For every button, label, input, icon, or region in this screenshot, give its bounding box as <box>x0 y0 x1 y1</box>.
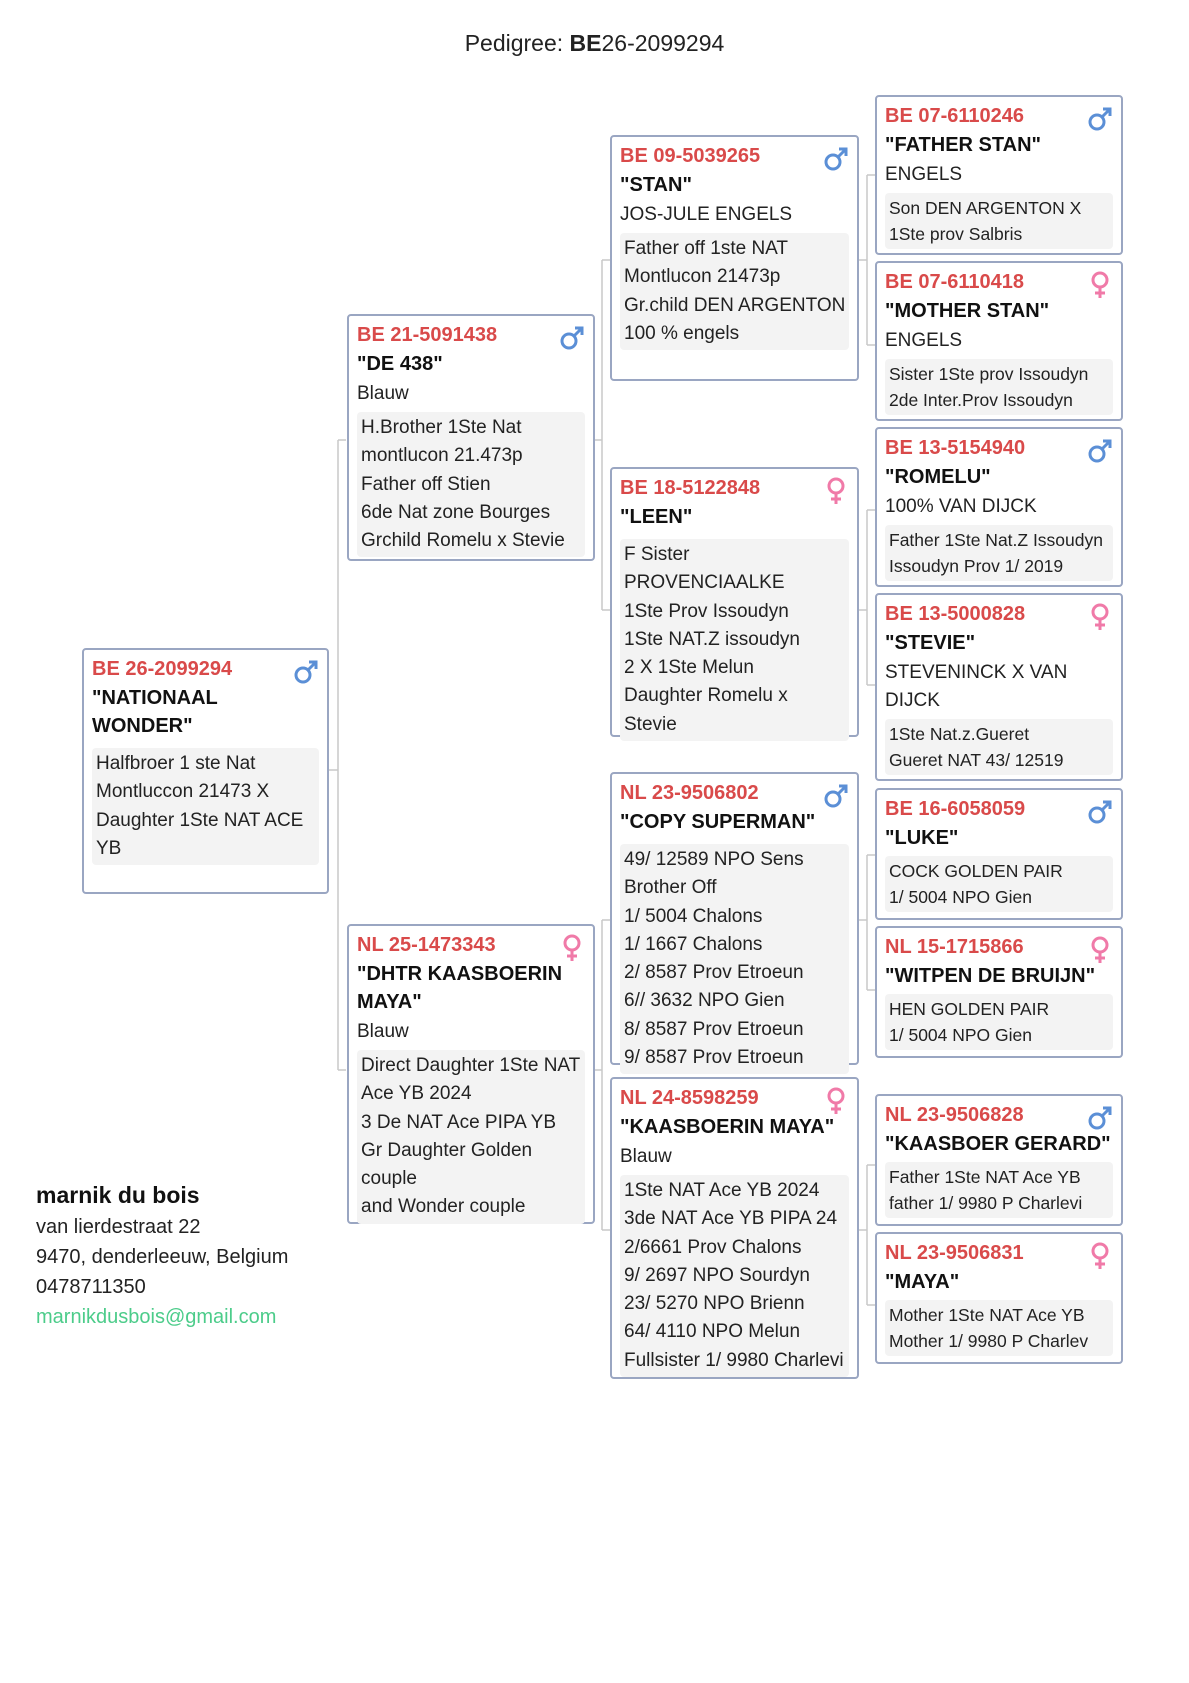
sire-card[interactable] <box>347 314 595 561</box>
note-line: COCK GOLDEN PAIR <box>889 861 1063 881</box>
male-icon <box>1087 798 1113 826</box>
ring-number: BE 09-5039265 <box>620 145 761 167</box>
note-line: Halfbroer 1 ste Nat <box>96 753 256 774</box>
note-line: Father off 1ste NAT <box>624 238 789 259</box>
pigeon-color-cont: DIJCK <box>885 690 940 711</box>
note-line: 1Ste NAT Ace YB 2024 <box>624 1180 820 1201</box>
note-line: 2de Inter.Prov Issoudyn <box>889 390 1073 410</box>
male-icon <box>1087 1104 1113 1132</box>
pigeon-notes <box>885 525 1113 581</box>
owner-name: marnik du bois <box>36 1182 200 1208</box>
pigeon-color: Blauw <box>620 1146 672 1167</box>
owner-email-link[interactable]: marnikdusbois@gmail.com <box>36 1306 277 1328</box>
sire-dam-card[interactable] <box>610 467 859 737</box>
ring-number: NL 23-9506828 <box>885 1104 1024 1126</box>
note-line: montlucon 21.473p <box>361 445 523 467</box>
note-line: Brother Off <box>624 877 717 899</box>
ggp-card-1[interactable] <box>875 95 1123 255</box>
pigeon-name: "STAN" <box>620 174 692 196</box>
ring-number: NL 23-9506802 <box>620 782 759 804</box>
note-line: Fullsister 1/ 9980 Charlevi <box>624 1349 844 1371</box>
note-line: Direct Daughter 1Ste NAT <box>361 1055 581 1076</box>
note-line: Sister 1Ste prov Issoudyn <box>889 364 1089 384</box>
male-icon <box>293 658 319 686</box>
note-line: Father off Stien <box>361 473 491 495</box>
ring-number: NL 15-1715866 <box>885 936 1024 958</box>
pigeon-name: "MOTHER STAN" <box>885 300 1050 322</box>
note-line: Gr Daughter Golden <box>361 1139 533 1161</box>
note-line: Stevie <box>624 713 677 735</box>
note-line: 8/ 8587 Prov Etroeun <box>624 1018 804 1040</box>
note-line: Daughter Romelu x <box>624 685 788 707</box>
pigeon-notes <box>885 359 1113 415</box>
pigeon-name: "COPY SUPERMAN" <box>620 811 816 833</box>
pigeon-notes <box>885 719 1113 775</box>
pigeon-color: Blauw <box>357 1021 409 1042</box>
note-line: Son DEN ARGENTON X <box>889 198 1082 218</box>
female-icon <box>1087 936 1113 964</box>
note-line: father 1/ 9980 P Charlevi <box>889 1193 1083 1213</box>
pigeon-notes <box>620 233 849 350</box>
note-line: 64/ 4110 NPO Melun <box>624 1321 801 1343</box>
male-icon <box>1087 437 1113 465</box>
ring-number: NL 24-8598259 <box>620 1087 759 1109</box>
owner-phone: 0478711350 <box>36 1276 146 1298</box>
note-line: 2/ 8587 Prov Etroeun <box>624 962 804 984</box>
note-line: 23/ 5270 NPO Brienn <box>624 1293 805 1315</box>
note-line: 1Ste Nat.z.Gueret <box>889 724 1030 744</box>
ring-number: BE 13-5000828 <box>885 603 1026 625</box>
pigeon-name: "FATHER STAN" <box>885 134 1041 156</box>
pigeon-notes <box>885 1300 1113 1356</box>
pigeon-notes <box>885 994 1113 1050</box>
pigeon-name: "STEVIE" <box>885 632 976 654</box>
note-line: 9/ 2697 NPO Sourdyn <box>624 1264 810 1286</box>
male-icon <box>1087 105 1113 133</box>
note-line: PROVENCIAALKE <box>624 572 785 594</box>
female-icon <box>559 934 585 962</box>
note-line: HEN GOLDEN PAIR <box>889 999 1050 1019</box>
ring-number: BE 18-5122848 <box>620 477 761 499</box>
note-line: 49/ 12589 NPO Sens <box>624 849 804 870</box>
pigeon-name: "MAYA" <box>885 1271 960 1293</box>
pigeon-name: "WITPEN DE BRUIJN" <box>885 965 1096 987</box>
male-icon <box>559 324 585 352</box>
pigeon-notes <box>885 193 1113 249</box>
pigeon-name: "KAASBOERIN MAYA" <box>620 1116 835 1138</box>
ring-number: BE 16-6058059 <box>885 798 1026 820</box>
note-line: 2 X 1Ste Melun <box>624 657 754 679</box>
note-line: Ace YB 2024 <box>361 1083 472 1105</box>
ring-number: BE 07-6110246 <box>885 105 1025 127</box>
owner-contact <box>36 1178 288 1332</box>
pigeon-name: "KAASBOER GERARD" <box>885 1133 1111 1155</box>
female-icon <box>1087 1242 1113 1270</box>
pigeon-name: "LEEN" <box>620 506 693 528</box>
note-line: Montluccon 21473 X <box>96 781 270 803</box>
ring-number: BE 26-2099294 <box>92 658 233 680</box>
note-line: 1Ste prov Salbris <box>889 224 1023 244</box>
note-line: Grchild Romelu x Stevie <box>361 530 565 552</box>
note-line: Gueret NAT 43/ 12519 <box>889 750 1064 770</box>
note-line: Mother 1Ste NAT Ace YB <box>889 1305 1085 1325</box>
note-line: Father 1Ste NAT Ace YB <box>889 1167 1081 1187</box>
male-icon <box>823 782 849 810</box>
note-line: 1Ste Prov Issoudyn <box>624 600 789 622</box>
note-line: Father 1Ste Nat.Z Issoudyn <box>889 530 1103 550</box>
female-icon <box>1087 603 1113 631</box>
note-line: 100 % engels <box>624 322 740 344</box>
note-line: 1Ste NAT.Z issoudyn <box>624 628 801 650</box>
pigeon-color: STEVENINCK X VAN <box>885 662 1068 683</box>
note-line: YB <box>96 837 122 859</box>
note-line: F Sister <box>624 544 690 565</box>
ring-number: BE 21-5091438 <box>357 324 498 346</box>
ring-number: NL 23-9506831 <box>885 1242 1024 1264</box>
note-line: Issoudyn Prov 1/ 2019 <box>889 556 1064 576</box>
note-line: 3 De NAT Ace PIPA YB <box>361 1111 557 1133</box>
note-line: 6// 3632 NPO Gien <box>624 990 785 1012</box>
pigeon-name: "DHTR KAASBOERIN MAYA" <box>357 963 563 1013</box>
male-icon <box>823 145 849 173</box>
note-line: 1/ 1667 Chalons <box>624 933 763 955</box>
pigeon-name: "DE 438" <box>357 353 443 375</box>
ring-number: BE 13-5154940 <box>885 437 1026 459</box>
dam-sire-card[interactable] <box>610 772 859 1069</box>
pigeon-notes <box>357 412 585 557</box>
ring-number: NL 25-1473343 <box>357 934 496 956</box>
pigeon-color: JOS-JULE ENGELS <box>620 204 793 225</box>
note-line: Montlucon 21473p <box>624 266 781 288</box>
dam-dam-card[interactable] <box>610 1077 859 1379</box>
ggp-card-5[interactable] <box>875 788 1123 920</box>
note-line: 1/ 5004 NPO Gien <box>889 887 1032 907</box>
ggp-card-7[interactable] <box>875 1094 1123 1226</box>
female-icon <box>823 477 849 505</box>
ggp-card-2[interactable] <box>875 261 1123 421</box>
ggp-card-4[interactable] <box>875 593 1123 781</box>
ggp-card-3[interactable] <box>875 427 1123 587</box>
note-line: and Wonder couple <box>361 1196 526 1218</box>
note-line: 2/6661 Prov Chalons <box>624 1236 802 1258</box>
note-line: 6de Nat zone Bourges <box>361 501 551 523</box>
note-line: 1/ 5004 Chalons <box>624 905 763 927</box>
pigeon-color: 100% VAN DIJCK <box>885 496 1037 517</box>
female-icon <box>1087 271 1113 299</box>
note-line: Mother 1/ 9980 P Charlev <box>889 1331 1089 1351</box>
note-line: Gr.child DEN ARGENTON <box>624 294 846 316</box>
ggp-card-6[interactable] <box>875 926 1123 1058</box>
title-prefix: Pedigree: <box>464 30 570 56</box>
note-line: 1/ 5004 NPO Gien <box>889 1025 1032 1045</box>
subject-card[interactable] <box>82 648 329 894</box>
ggp-card-8[interactable] <box>875 1232 1123 1364</box>
pigeon-name: "ROMELU" <box>885 466 991 488</box>
pigeon-name: "LUKE" <box>885 827 959 849</box>
note-line: 9/ 8587 Prov Etroeun <box>624 1047 804 1069</box>
title-number: 26-2099294 <box>601 30 725 56</box>
pigeon-name: "NATIONAAL WONDER" <box>92 687 218 737</box>
note-line: Daughter 1Ste NAT ACE <box>96 809 304 831</box>
dam-card[interactable] <box>347 924 595 1224</box>
pigeon-notes <box>885 856 1113 912</box>
pigeon-notes <box>885 1162 1113 1218</box>
owner-street: van lierdestraat 22 <box>36 1216 201 1238</box>
pigeon-notes <box>620 1175 849 1377</box>
pigeon-notes <box>620 539 849 741</box>
pigeon-notes <box>92 748 319 865</box>
pigeon-color: Blauw <box>357 383 409 404</box>
pigeon-notes <box>620 844 849 1074</box>
pigeon-color: ENGELS <box>885 330 963 351</box>
owner-city: 9470, denderleeuw, Belgium <box>36 1246 289 1268</box>
note-line: H.Brother 1Ste Nat <box>361 417 522 438</box>
female-icon <box>823 1087 849 1115</box>
note-line: couple <box>361 1168 417 1190</box>
title-prefix-bold: BE <box>569 30 602 56</box>
note-line: 3de NAT Ace YB PIPA 24 <box>624 1208 838 1230</box>
pigeon-notes <box>357 1050 585 1224</box>
ring-number: BE 07-6110418 <box>885 271 1025 293</box>
pigeon-color: ENGELS <box>885 164 963 185</box>
sire-sire-card[interactable] <box>610 135 859 381</box>
